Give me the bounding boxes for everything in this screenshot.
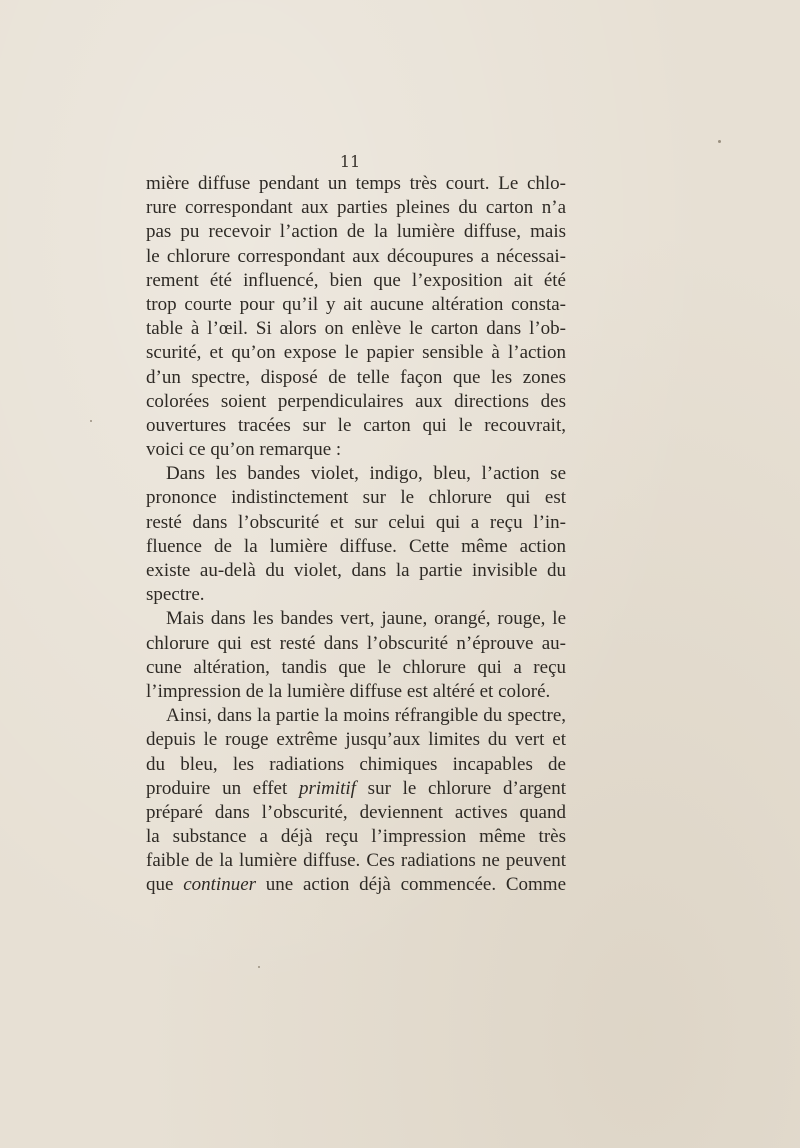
text-line: préparé dans l’obscurité, deviennent actives quand (146, 801, 566, 823)
paper-speck (258, 966, 260, 968)
text-line: pas pu recevoir l’action de la lumière diffuse, mais (146, 221, 566, 243)
page-number: 11 (339, 152, 361, 171)
text-line: voici ce qu’on remarque : (146, 439, 342, 461)
text-line: Mais dans les bandes vert, jaune, orangé, rouge, le (166, 608, 566, 630)
italic-word: primitif (298, 777, 356, 799)
text-line: scurité, et qu’on expose le papier sensible à l’action (146, 342, 566, 364)
text-line: existe au-delà du violet, dans la partie invisible du (146, 560, 566, 581)
text-line: d’un spectre, disposé de telle façon que les zones (146, 366, 566, 388)
text-line: le chlorure correspondant aux découpures a nécessai- (146, 245, 566, 267)
text-line: rure correspondant aux parties pleines du carton n’a (146, 197, 566, 219)
text-line-with-italic (146, 873, 566, 897)
text-line-with-italic (146, 777, 566, 801)
text-line: fluence de la lumière diffuse. Cette même action (146, 535, 566, 557)
text-segment: que (146, 874, 184, 896)
text-line: chlorure qui est resté dans l’obscurité n’éprouve au- (146, 632, 566, 654)
text-line: la substance a déjà reçu l’impression même très (146, 826, 566, 848)
text-line: mière diffuse pendant un temps très court. Le chlo- (146, 173, 566, 194)
text-line: cune altération, tandis que le chlorure qui a reçu (146, 656, 566, 678)
text-segment: produire un effet (146, 777, 299, 799)
text-segment: une action déjà commencée. Comme (256, 874, 566, 896)
text-line: Ainsi, dans la partie la moins réfrangible du spectre, (166, 705, 566, 727)
text-line: spectre. (146, 584, 205, 606)
text-line: depuis le rouge extrême jusqu’aux limites du vert et (146, 729, 566, 751)
text-line: trop courte pour qu’il y ait aucune altération consta- (146, 293, 566, 315)
text-line: table à l’œil. Si alors on enlève le carton dans l’ob- (146, 318, 566, 340)
text-line: resté dans l’obscurité et sur celui qui a reçu l’in- (146, 511, 566, 533)
text-segment: sur le chlorure d’argent (355, 777, 566, 799)
text-line: rement été influencé, bien que l’exposition ait été (146, 269, 566, 291)
body-text (146, 172, 566, 898)
italic-word: continuer (183, 874, 257, 896)
paper-speck (90, 420, 92, 422)
text-line: du bleu, les radiations chimiques incapables de (146, 753, 566, 775)
text-line: colorées soient perpendiculaires aux directions des (146, 390, 566, 412)
paper-speck (718, 140, 721, 143)
text-line: l’impression de la lumière diffuse est altéré et coloré. (146, 680, 551, 702)
text-line: prononce indistinctement sur le chlorure qui est (146, 487, 566, 509)
text-line: ouvertures tracées sur le carton qui le recouvrait, (146, 414, 566, 436)
text-line: faible de la lumière diffuse. Ces radiations ne peuvent (146, 850, 566, 872)
text-line: Dans les bandes violet, indigo, bleu, l’action se (166, 463, 566, 485)
